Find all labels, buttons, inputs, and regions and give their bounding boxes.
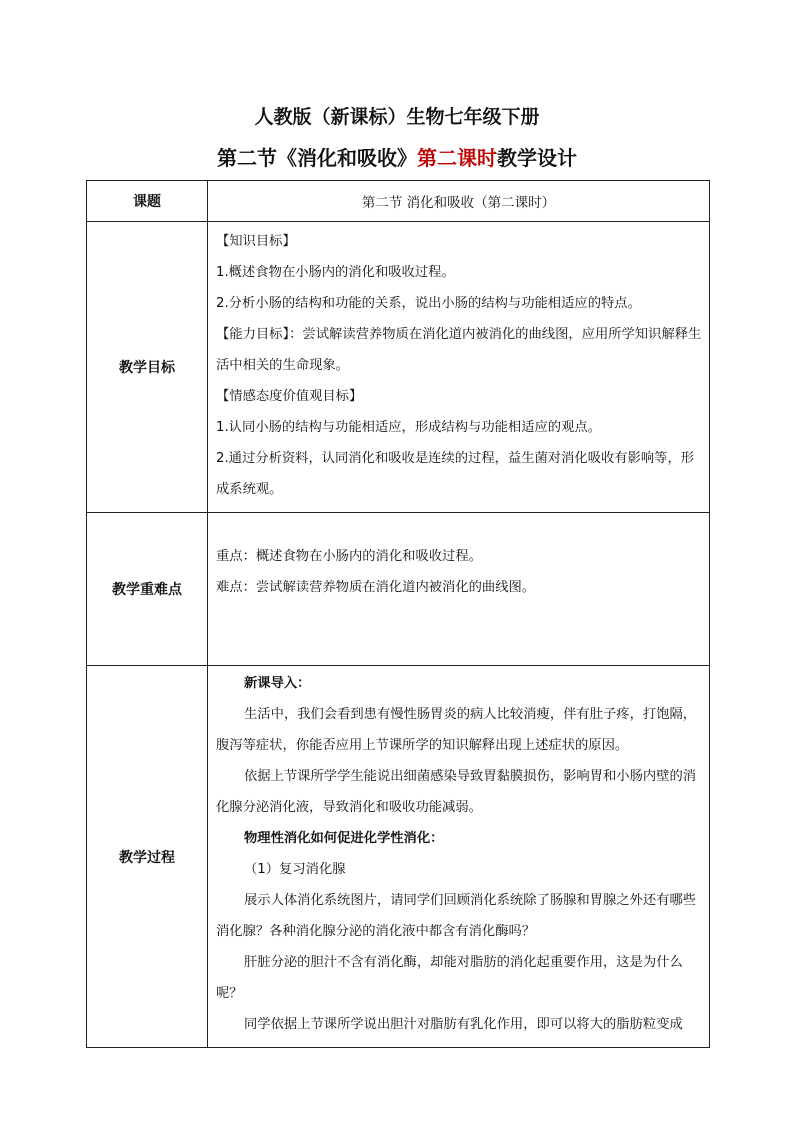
document-title: 人教版（新课标）生物七年级下册 [254,106,540,128]
label-process: 教学过程 [87,666,208,1048]
goal-line: 【能力目标】：尝试解读营养物质在消化道内被消化的曲线图，应用所学知识解释生活中相关的生命现象。 [216,327,702,373]
row-process [87,666,710,1048]
document-subtitle [0,144,794,172]
row-topic [87,181,710,222]
row-goals [87,222,710,513]
sub-heading: （1）复习消化腺 [244,862,346,877]
label-goals: 教学目标 [87,222,208,513]
key-points-content [208,513,710,666]
goal-line: 1.认同小肠的结构与功能相适应，形成结构与功能相适应的观点。 [216,420,601,435]
intro-heading: 新课导入： [244,676,311,691]
process-content [208,666,710,1048]
process-paragraph: 同学依据上节课所学说出胆汁对脂肪有乳化作用，即可以将大的脂肪粒变成 [244,1017,683,1032]
goal-line: 【知识目标】 [216,234,296,249]
process-paragraph: 肝脏分泌的胆汁不含有消化酶，却能对脂肪的消化起重要作用，这是为什么呢？ [216,955,683,1001]
section-heading: 物理性消化如何促进化学性消化： [244,831,444,846]
process-paragraph: 展示人体消化系统图片，请同学们回顾消化系统除了肠腺和胃腺之外还有哪些消化腺？各种消化腺分泌的消化液中都含有消化酶吗？ [216,893,697,939]
subtitle-part1: 第二节《消化和吸收》 [217,146,417,170]
key-point-line: 重点：概述食物在小肠内的消化和吸收过程。 [216,549,482,564]
goal-line: 2.通过分析资料，认同消化和吸收是连续的过程，益生菌对消化吸收有影响等，形成系统观。 [216,451,695,497]
goal-line: 2.分析小肠的结构和功能的关系，说出小肠的结构与功能相适应的特点。 [216,296,641,311]
key-point-line: 难点：尝试解读营养物质在消化道内被消化的曲线图。 [216,580,536,595]
label-topic: 课题 [87,181,208,222]
lesson-plan-table [86,180,710,1048]
value-topic: 第二节 消化和吸收（第二课时） [208,181,710,222]
goals-content [208,222,710,513]
row-key-points [87,513,710,666]
process-paragraph: 依据上节课所学学生能说出细菌感染导致胃黏膜损伤，影响胃和小肠内壁的消化腺分泌消化液，导致消化和吸收功能减弱。 [216,769,697,815]
goal-line: 【情感态度价值观目标】 [216,389,363,404]
label-key-points: 教学重难点 [87,513,208,666]
subtitle-highlight: 第二课时 [417,146,497,170]
subtitle-part3: 教学设计 [497,146,577,170]
goal-line: 1.概述食物在小肠内的消化和吸收过程。 [216,265,455,280]
process-paragraph: 生活中，我们会看到患有慢性肠胃炎的病人比较消瘦，伴有肚子疼，打饱隔，腹泻等症状，你能否应用上节课所学的知识解释出现上述症状的原因。 [216,707,697,753]
